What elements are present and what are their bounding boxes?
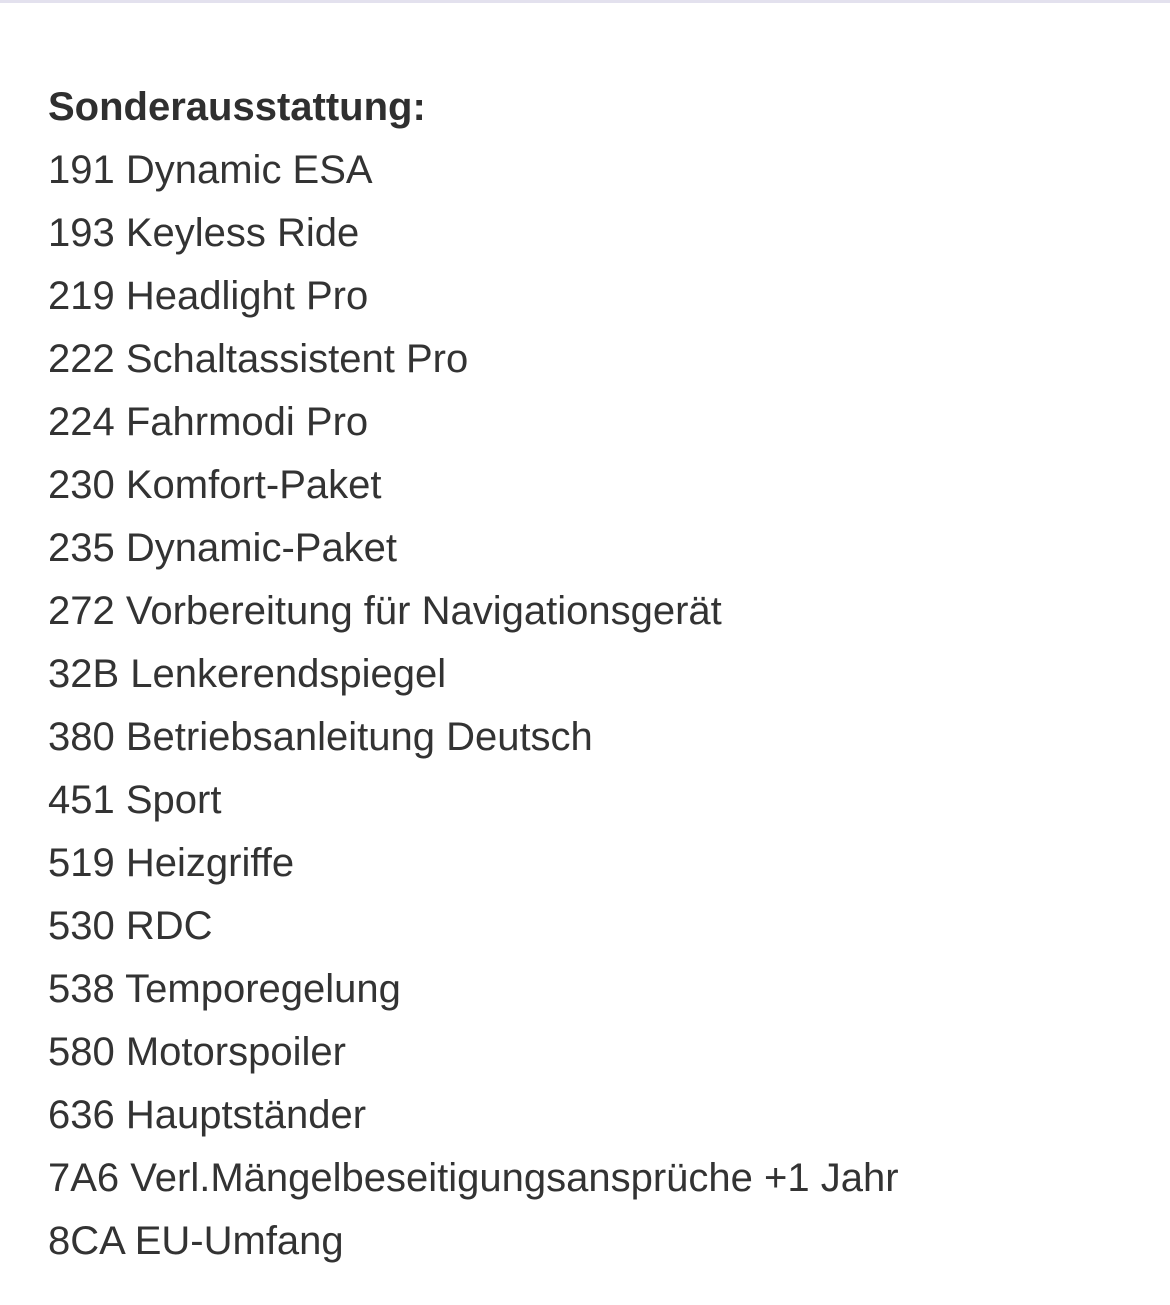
list-item: 191 Dynamic ESA xyxy=(48,148,373,192)
list-item: 7A6 Verl.Mängelbeseitigungsansprüche +1 Jahr xyxy=(48,1156,899,1200)
list-item: 636 Hauptständer xyxy=(48,1093,367,1137)
list-item: 219 Headlight Pro xyxy=(48,274,369,318)
list-item: 222 Schaltassistent Pro xyxy=(48,337,469,381)
list-item: 235 Dynamic-Paket xyxy=(48,526,398,570)
list-item: 193 Keyless Ride xyxy=(48,211,360,255)
equipment-section xyxy=(48,76,1148,1273)
list-item: 224 Fahrmodi Pro xyxy=(48,400,369,444)
list-item: 538 Temporegelung xyxy=(48,967,401,1011)
list-item: 32B Lenkerendspiegel xyxy=(48,652,447,696)
equipment-list xyxy=(48,139,1148,1273)
section-heading: Sonderausstattung: xyxy=(48,85,426,129)
list-item: 580 Motorspoiler xyxy=(48,1030,346,1074)
list-item: 8CA EU-Umfang xyxy=(48,1219,344,1263)
list-item: 519 Heizgriffe xyxy=(48,841,295,885)
list-item: 530 RDC xyxy=(48,904,213,948)
list-item: 272 Vorbereitung für Navigationsgerät xyxy=(48,589,722,633)
top-divider xyxy=(0,0,1170,3)
list-item: 451 Sport xyxy=(48,778,222,822)
list-item: 230 Komfort-Paket xyxy=(48,463,382,507)
list-item: 380 Betriebsanleitung Deutsch xyxy=(48,715,593,759)
